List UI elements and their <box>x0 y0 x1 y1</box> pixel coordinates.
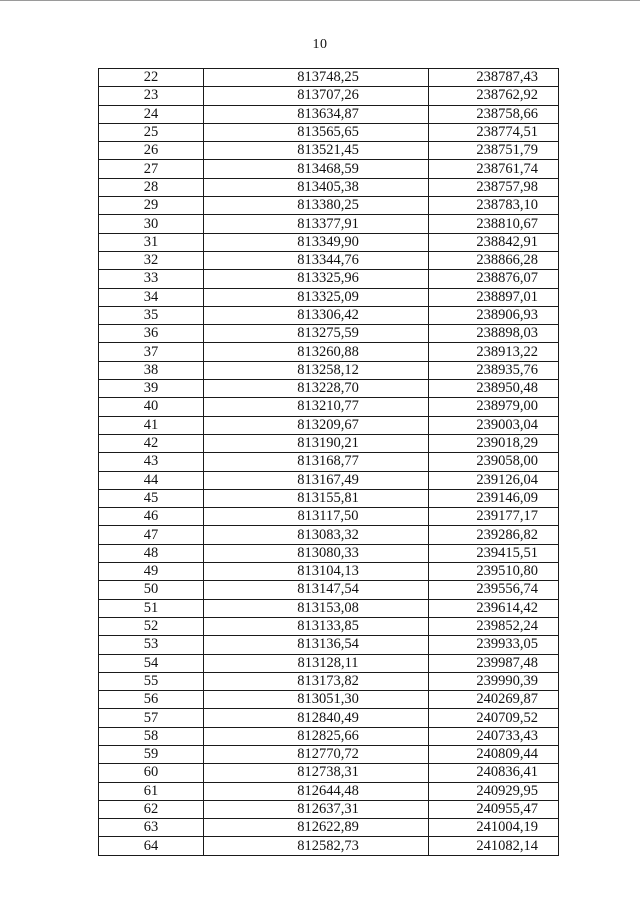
table-row <box>99 837 559 855</box>
y-coordinate-cell: 239852,24 <box>429 617 559 635</box>
x-coordinate-cell: 813209,67 <box>204 416 429 434</box>
point-number-cell: 45 <box>99 489 204 507</box>
table-row <box>99 178 559 196</box>
y-coordinate-cell: 238906,93 <box>429 306 559 324</box>
y-coordinate-cell: 238897,01 <box>429 288 559 306</box>
table-row <box>99 764 559 782</box>
point-number-cell: 25 <box>99 123 204 141</box>
x-coordinate-cell: 813349,90 <box>204 233 429 251</box>
table-row <box>99 398 559 416</box>
x-coordinate-cell: 813117,50 <box>204 508 429 526</box>
x-coordinate-cell: 813748,25 <box>204 69 429 87</box>
table-row <box>99 691 559 709</box>
table-row <box>99 819 559 837</box>
y-coordinate-cell: 238762,92 <box>429 87 559 105</box>
y-coordinate-cell: 239556,74 <box>429 581 559 599</box>
x-coordinate-cell: 813083,32 <box>204 526 429 544</box>
point-number-cell: 29 <box>99 197 204 215</box>
y-coordinate-cell: 239987,48 <box>429 654 559 672</box>
table-row <box>99 142 559 160</box>
table-row <box>99 581 559 599</box>
y-coordinate-cell: 239146,09 <box>429 489 559 507</box>
x-coordinate-cell: 813136,54 <box>204 636 429 654</box>
point-number-cell: 63 <box>99 819 204 837</box>
x-coordinate-cell: 812738,31 <box>204 764 429 782</box>
y-coordinate-cell: 238913,22 <box>429 343 559 361</box>
table-row <box>99 453 559 471</box>
point-number-cell: 24 <box>99 105 204 123</box>
x-coordinate-cell: 813707,26 <box>204 87 429 105</box>
table-row <box>99 654 559 672</box>
table-row <box>99 306 559 324</box>
x-coordinate-cell: 813128,11 <box>204 654 429 672</box>
point-number-cell: 28 <box>99 178 204 196</box>
table-row <box>99 343 559 361</box>
point-number-cell: 44 <box>99 471 204 489</box>
x-coordinate-cell: 813634,87 <box>204 105 429 123</box>
point-number-cell: 42 <box>99 434 204 452</box>
point-number-cell: 51 <box>99 599 204 617</box>
y-coordinate-cell: 238950,48 <box>429 380 559 398</box>
x-coordinate-cell: 813168,77 <box>204 453 429 471</box>
y-coordinate-cell: 238876,07 <box>429 270 559 288</box>
x-coordinate-cell: 813228,70 <box>204 380 429 398</box>
y-coordinate-cell: 240733,43 <box>429 727 559 745</box>
table-row <box>99 105 559 123</box>
table-row <box>99 709 559 727</box>
x-coordinate-cell: 812825,66 <box>204 727 429 745</box>
point-number-cell: 37 <box>99 343 204 361</box>
y-coordinate-cell: 239614,42 <box>429 599 559 617</box>
y-coordinate-cell: 238751,79 <box>429 142 559 160</box>
point-number-cell: 41 <box>99 416 204 434</box>
point-number-cell: 56 <box>99 691 204 709</box>
y-coordinate-cell: 239018,29 <box>429 434 559 452</box>
y-coordinate-cell: 240929,95 <box>429 782 559 800</box>
y-coordinate-cell: 238842,91 <box>429 233 559 251</box>
y-coordinate-cell: 239415,51 <box>429 544 559 562</box>
table-row <box>99 636 559 654</box>
y-coordinate-cell: 239933,05 <box>429 636 559 654</box>
y-coordinate-cell: 238783,10 <box>429 197 559 215</box>
scan-edge-line <box>0 0 640 1</box>
point-number-cell: 48 <box>99 544 204 562</box>
y-coordinate-cell: 238935,76 <box>429 361 559 379</box>
y-coordinate-cell: 238866,28 <box>429 251 559 269</box>
x-coordinate-cell: 813521,45 <box>204 142 429 160</box>
y-coordinate-cell: 240809,44 <box>429 745 559 763</box>
point-number-cell: 58 <box>99 727 204 745</box>
point-number-cell: 64 <box>99 837 204 855</box>
table-row <box>99 800 559 818</box>
point-number-cell: 40 <box>99 398 204 416</box>
point-number-cell: 22 <box>99 69 204 87</box>
x-coordinate-cell: 813173,82 <box>204 672 429 690</box>
point-number-cell: 43 <box>99 453 204 471</box>
x-coordinate-cell: 813344,76 <box>204 251 429 269</box>
table-row <box>99 197 559 215</box>
x-coordinate-cell: 812622,89 <box>204 819 429 837</box>
point-number-cell: 59 <box>99 745 204 763</box>
table-row <box>99 87 559 105</box>
table-row <box>99 782 559 800</box>
table-row <box>99 617 559 635</box>
table-row <box>99 288 559 306</box>
x-coordinate-cell: 813377,91 <box>204 215 429 233</box>
point-number-cell: 52 <box>99 617 204 635</box>
table-row <box>99 251 559 269</box>
x-coordinate-cell: 813210,77 <box>204 398 429 416</box>
point-number-cell: 49 <box>99 563 204 581</box>
table-row <box>99 745 559 763</box>
point-number-cell: 30 <box>99 215 204 233</box>
table-row <box>99 489 559 507</box>
table-row <box>99 361 559 379</box>
point-number-cell: 62 <box>99 800 204 818</box>
point-number-cell: 38 <box>99 361 204 379</box>
point-number-cell: 61 <box>99 782 204 800</box>
point-number-cell: 50 <box>99 581 204 599</box>
y-coordinate-cell: 239058,00 <box>429 453 559 471</box>
x-coordinate-cell: 812644,48 <box>204 782 429 800</box>
point-number-cell: 33 <box>99 270 204 288</box>
x-coordinate-cell: 813167,49 <box>204 471 429 489</box>
y-coordinate-cell: 241082,14 <box>429 837 559 855</box>
point-number-cell: 47 <box>99 526 204 544</box>
x-coordinate-cell: 813147,54 <box>204 581 429 599</box>
point-number-cell: 31 <box>99 233 204 251</box>
table-row <box>99 416 559 434</box>
x-coordinate-cell: 813380,25 <box>204 197 429 215</box>
x-coordinate-cell: 812840,49 <box>204 709 429 727</box>
x-coordinate-cell: 813190,21 <box>204 434 429 452</box>
point-number-cell: 46 <box>99 508 204 526</box>
table-row <box>99 160 559 178</box>
y-coordinate-cell: 238810,67 <box>429 215 559 233</box>
table-row <box>99 508 559 526</box>
table-row <box>99 526 559 544</box>
x-coordinate-cell: 813258,12 <box>204 361 429 379</box>
y-coordinate-cell: 240269,87 <box>429 691 559 709</box>
y-coordinate-cell: 239003,04 <box>429 416 559 434</box>
point-number-cell: 54 <box>99 654 204 672</box>
y-coordinate-cell: 238761,74 <box>429 160 559 178</box>
y-coordinate-cell: 238787,43 <box>429 69 559 87</box>
table-row <box>99 325 559 343</box>
point-number-cell: 32 <box>99 251 204 269</box>
y-coordinate-cell: 238898,03 <box>429 325 559 343</box>
x-coordinate-cell: 813080,33 <box>204 544 429 562</box>
table-row <box>99 672 559 690</box>
table-row <box>99 727 559 745</box>
y-coordinate-cell: 239510,80 <box>429 563 559 581</box>
y-coordinate-cell: 239286,82 <box>429 526 559 544</box>
y-coordinate-cell: 241004,19 <box>429 819 559 837</box>
table-row <box>99 471 559 489</box>
y-coordinate-cell: 239990,39 <box>429 672 559 690</box>
x-coordinate-cell: 813405,38 <box>204 178 429 196</box>
y-coordinate-cell: 239177,17 <box>429 508 559 526</box>
x-coordinate-cell: 813155,81 <box>204 489 429 507</box>
point-number-cell: 23 <box>99 87 204 105</box>
y-coordinate-cell: 240709,52 <box>429 709 559 727</box>
x-coordinate-cell: 813468,59 <box>204 160 429 178</box>
x-coordinate-cell: 812637,31 <box>204 800 429 818</box>
table-row <box>99 563 559 581</box>
y-coordinate-cell: 240836,41 <box>429 764 559 782</box>
table-row <box>99 69 559 87</box>
x-coordinate-cell: 813153,08 <box>204 599 429 617</box>
table-row <box>99 215 559 233</box>
table-row <box>99 380 559 398</box>
x-coordinate-cell: 813325,96 <box>204 270 429 288</box>
x-coordinate-cell: 813051,30 <box>204 691 429 709</box>
y-coordinate-cell: 238774,51 <box>429 123 559 141</box>
x-coordinate-cell: 813260,88 <box>204 343 429 361</box>
page-number: 10 <box>312 37 328 52</box>
point-number-cell: 34 <box>99 288 204 306</box>
table-row <box>99 123 559 141</box>
x-coordinate-cell: 813325,09 <box>204 288 429 306</box>
table-row <box>99 270 559 288</box>
table-row <box>99 434 559 452</box>
point-number-cell: 57 <box>99 709 204 727</box>
x-coordinate-cell: 813275,59 <box>204 325 429 343</box>
x-coordinate-cell: 813104,13 <box>204 563 429 581</box>
point-number-cell: 60 <box>99 764 204 782</box>
point-number-cell: 53 <box>99 636 204 654</box>
x-coordinate-cell: 813133,85 <box>204 617 429 635</box>
x-coordinate-cell: 812582,73 <box>204 837 429 855</box>
coordinates-table-body <box>99 69 559 856</box>
table-row <box>99 544 559 562</box>
point-number-cell: 55 <box>99 672 204 690</box>
point-number-cell: 39 <box>99 380 204 398</box>
y-coordinate-cell: 238757,98 <box>429 178 559 196</box>
y-coordinate-cell: 240955,47 <box>429 800 559 818</box>
point-number-cell: 35 <box>99 306 204 324</box>
table-row <box>99 599 559 617</box>
x-coordinate-cell: 813306,42 <box>204 306 429 324</box>
y-coordinate-cell: 239126,04 <box>429 471 559 489</box>
table-row <box>99 233 559 251</box>
point-number-cell: 26 <box>99 142 204 160</box>
coordinates-table <box>98 68 559 856</box>
point-number-cell: 36 <box>99 325 204 343</box>
y-coordinate-cell: 238758,66 <box>429 105 559 123</box>
x-coordinate-cell: 813565,65 <box>204 123 429 141</box>
x-coordinate-cell: 812770,72 <box>204 745 429 763</box>
point-number-cell: 27 <box>99 160 204 178</box>
y-coordinate-cell: 238979,00 <box>429 398 559 416</box>
